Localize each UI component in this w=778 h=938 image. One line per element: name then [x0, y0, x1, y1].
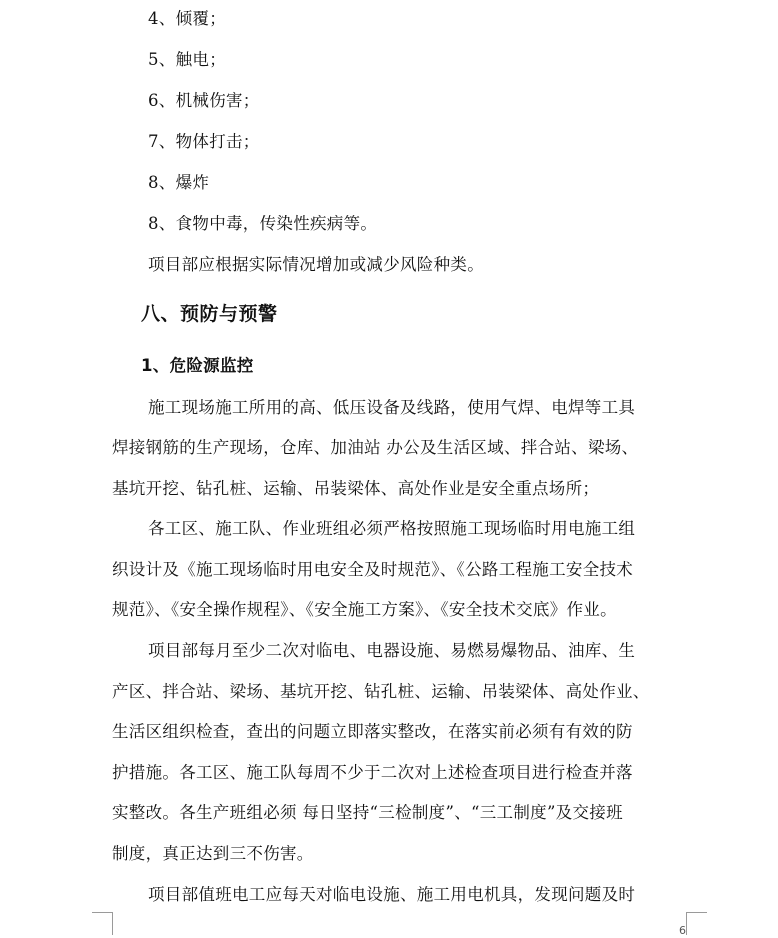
paragraph3-line: 生活区组织检查，查出的问题立即落实整改，在落实前必须有有效的防 [112, 722, 633, 741]
list-item-object-strike: 7、物体打击； [148, 132, 260, 151]
paragraph3-line: 制度，真正达到三不伤害。 [112, 844, 314, 863]
margin-corner-mark-left [92, 912, 113, 935]
list-item-explosion: 8、爆炸 [148, 173, 210, 192]
paragraph2-line: 各工区、施工队、作业班组必须严格按照施工现场临时用电施工组 [148, 519, 636, 538]
list-item-electric-shock: 5、触电； [148, 50, 226, 69]
paragraph4-line: 项目部值班电工应每天对临电设施、施工用电机具，发现问题及时 [148, 885, 636, 904]
paragraph3-line: 护措施。各工区、施工队每周不少于二次对上述检查项目进行检查并落 [112, 763, 633, 782]
intro-note: 项目部应根据实际情况增加或减少风险种类。 [148, 255, 484, 274]
section-heading: 八、预防与预警 [141, 303, 278, 325]
paragraph1-line: 施工现场施工所用的高、低压设备及线路，使用气焊、电焊等工具 [148, 398, 636, 417]
paragraph1-line: 基坑开挖、钻孔桩、运输、吊装梁体、高处作业是安全重点场所； [112, 479, 600, 498]
list-item-mechanical-injury: 6、机械伤害； [148, 91, 260, 110]
paragraph3-line: 项目部每月至少二次对临电、电器设施、易燃易爆物品、油库、生 [148, 641, 636, 660]
paragraph3-line: 产区、拌合站、梁场、基坑开挖、钻孔桩、运输、吊装梁体、高处作业、 [112, 682, 650, 701]
list-item-food-poisoning: 8、食物中毒，传染性疾病等。 [148, 214, 378, 233]
subsection-heading: 1、危险源监控 [141, 356, 254, 375]
list-item-collapse: 4、倾覆； [148, 9, 226, 28]
paragraph2-line: 织设计及《施工现场临时用电安全及时规范》、《公路工程施工安全技术 [112, 560, 634, 579]
paragraph1-line: 焊接钢筋的生产现场，仓库、加油站 办公及生活区域、拌合站、梁场、 [112, 438, 639, 457]
margin-corner-mark-right [686, 912, 707, 935]
paragraph3-line: 实整改。各生产班组必须 每日坚持“三检制度”、“三工制度”及交接班 [112, 803, 623, 822]
page-number: 6 [679, 924, 686, 937]
paragraph2-line: 规范》、《安全操作规程》、《安全施工方案》、《安全技术交底》作业。 [112, 600, 617, 619]
